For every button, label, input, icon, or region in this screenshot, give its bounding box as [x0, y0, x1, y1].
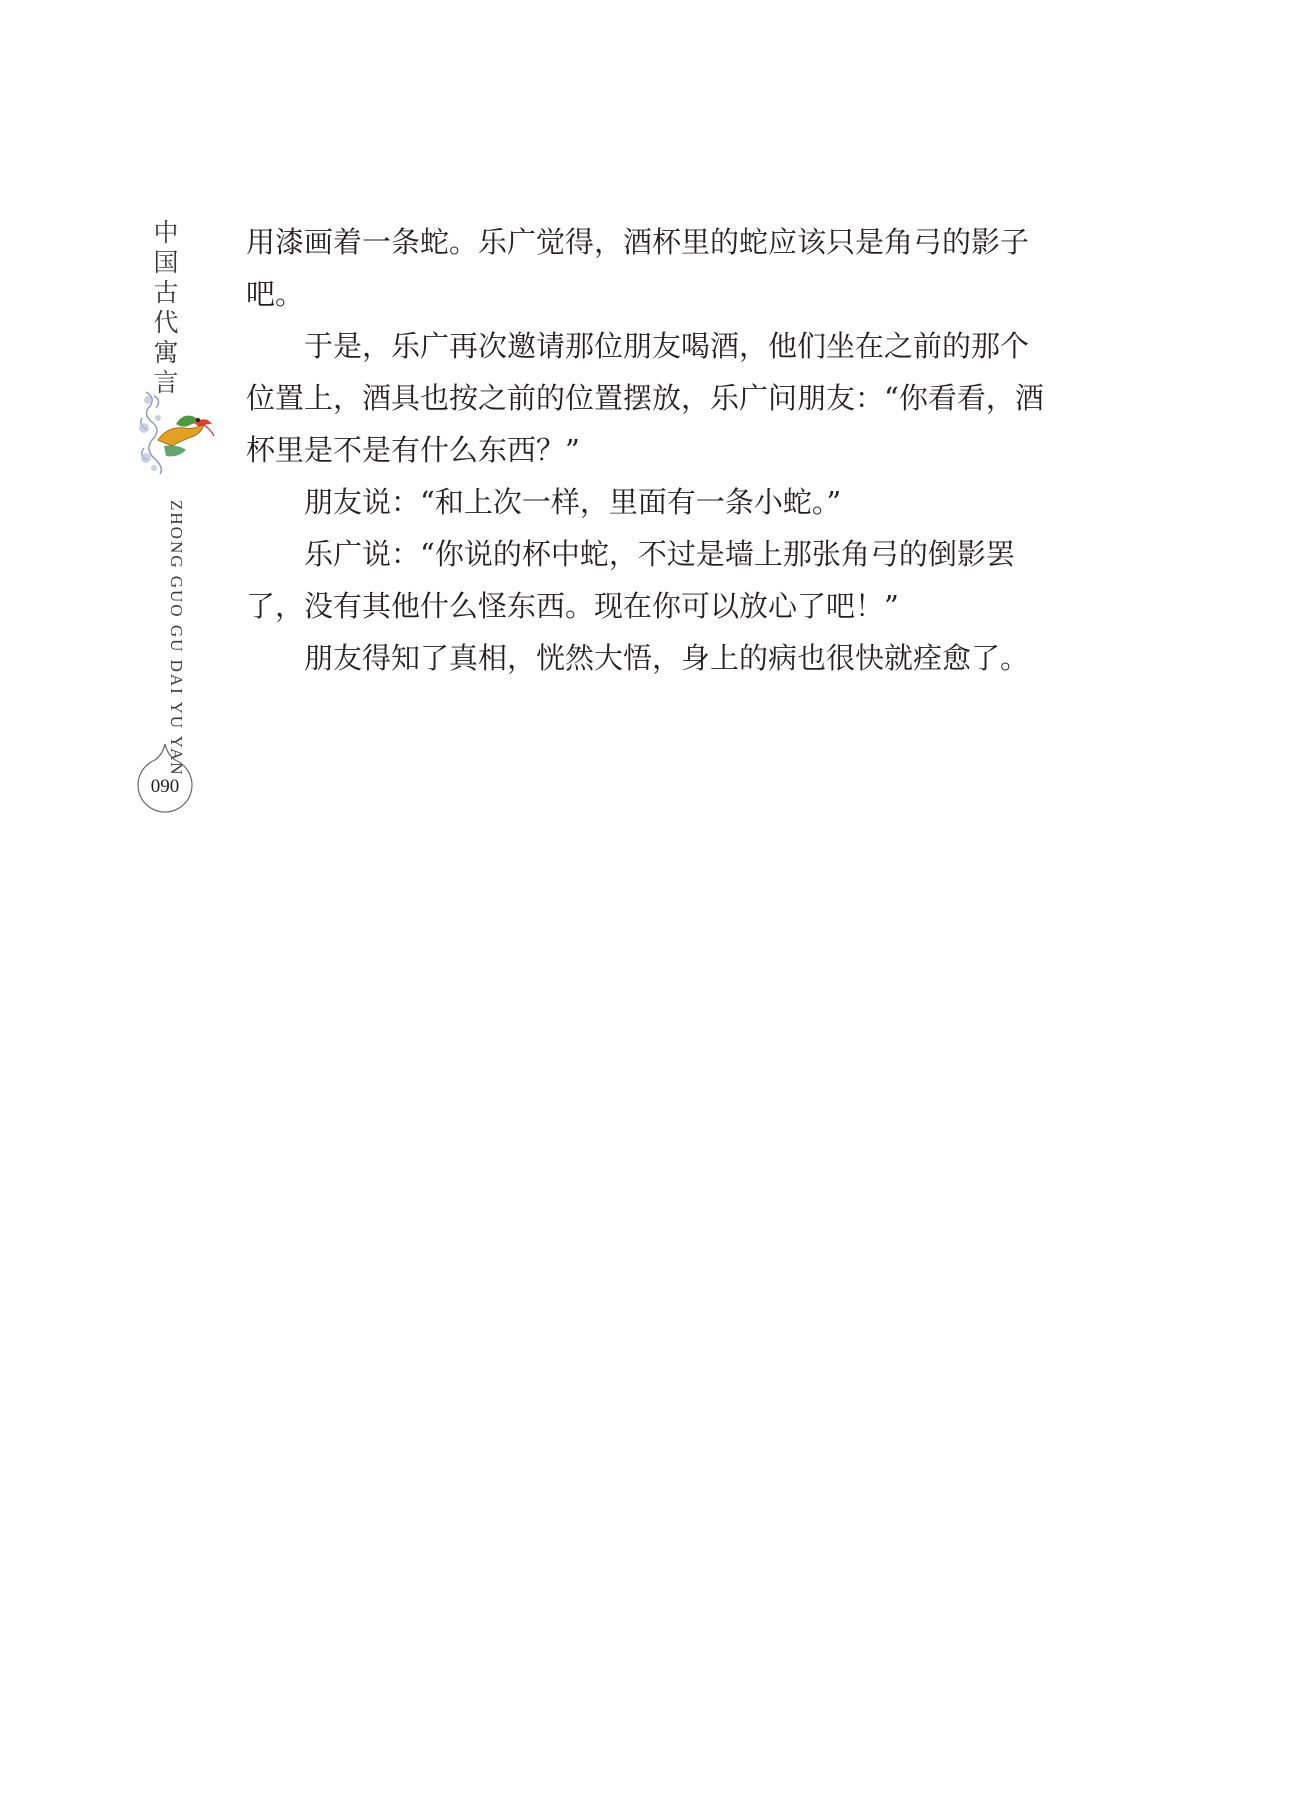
book-title-pinyin: ZHONG GUO GU DAI YU YAN [167, 500, 186, 777]
paragraph: 朋友说：“和上次一样，里面有一条小蛇。” [304, 485, 842, 519]
book-title-char: 国 [153, 248, 179, 277]
dragon-icon [136, 388, 216, 476]
book-title-vertical [152, 218, 180, 398]
paragraph: 用漆画着一条蛇。乐广觉得，酒杯里的蛇应该只是角弓的影子吧。 [246, 225, 1030, 311]
paragraph: 朋友得知了真相，恍然大悟，身上的病也很快就痊愈了。 [304, 641, 1030, 675]
paragraph: 于是，乐广再次邀请那位朋友喝酒，他们坐在之前的那个位置上，酒具也按之前的位置摆放，乐广问朋友：“你看看，酒杯里是不是有什么东西？” [246, 329, 1044, 467]
body-text [246, 216, 1056, 684]
book-title-char: 古 [153, 278, 179, 307]
book-title-char: 言 [153, 368, 179, 397]
book-title-char: 寓 [153, 338, 179, 367]
book-title-char: 代 [153, 308, 179, 337]
paragraph: 乐广说：“你说的杯中蛇，不过是墙上那张角弓的倒影罢了，没有其他什么怪东西。现在你可以放心了吧！” [246, 537, 1015, 623]
book-title-char: 中 [153, 218, 179, 247]
page-number: 090 [150, 776, 180, 797]
